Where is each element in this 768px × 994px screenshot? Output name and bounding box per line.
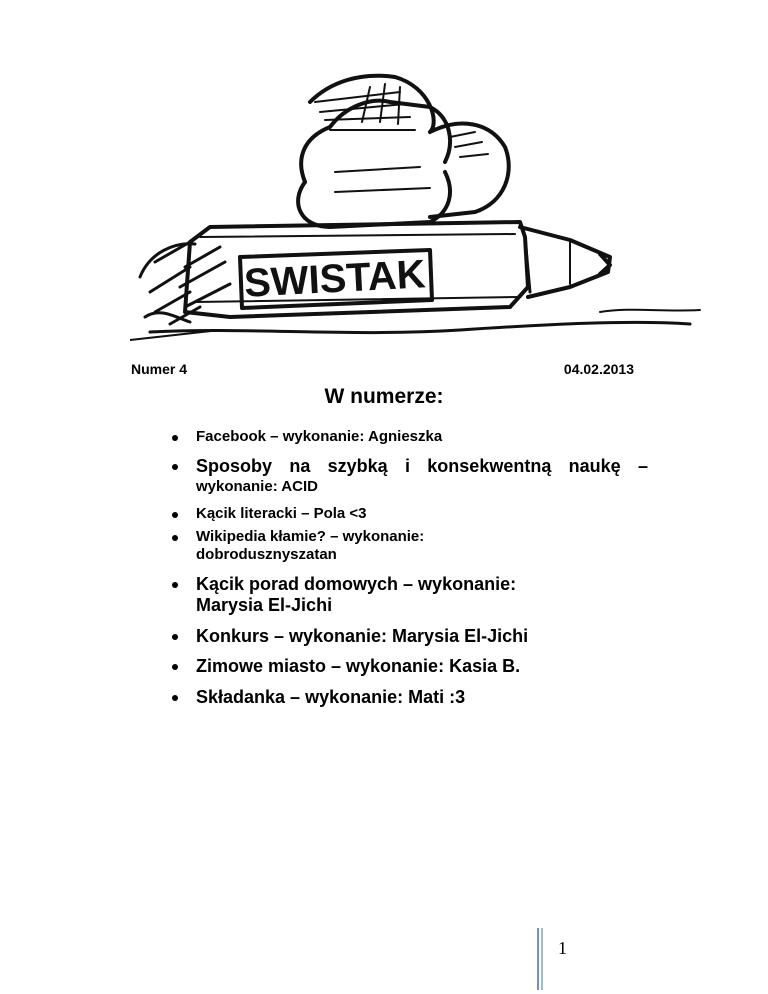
toc-item-title: Kącik literacki – Pola <3	[196, 504, 367, 522]
page-number: 1	[558, 938, 567, 958]
toc-item-title: Wikipedia kłamie? – wykonanie:	[196, 527, 425, 545]
table-of-contents	[168, 428, 648, 718]
toc-item-author: wykonanie: ACID	[196, 477, 318, 495]
toc-item	[168, 574, 648, 617]
toc-item	[168, 626, 648, 648]
toc-item	[168, 456, 648, 496]
toc-item-title: Zimowe miasto – wykonanie: Kasia B.	[196, 656, 521, 677]
swistak-logo-drawing	[130, 62, 710, 347]
issue-number: Numer 4	[131, 361, 188, 377]
toc-item-title: Facebook – wykonanie: Agnieszka	[196, 428, 443, 445]
logo-text: SWISTAK	[243, 252, 427, 306]
page-number-rule	[537, 928, 545, 990]
toc-item	[168, 505, 648, 523]
toc-item	[168, 528, 648, 564]
toc-item	[168, 428, 648, 446]
toc-item-title: Kącik porad domowych – wykonanie:	[196, 573, 517, 594]
toc-item-title: Sposoby na szybką i konsekwentną naukę –	[196, 456, 648, 476]
toc-item-author: dobrodusznyszatan	[196, 545, 337, 563]
issue-date: 04.02.2013	[563, 361, 634, 377]
toc-item-title: Składanka – wykonanie: Mati :3	[196, 686, 466, 707]
contents-heading: W numerze:	[324, 385, 444, 408]
toc-item-title: Konkurs – wykonanie: Marysia El-Jichi	[196, 625, 529, 646]
toc-item	[168, 656, 648, 678]
toc-item	[168, 687, 648, 709]
toc-item-author: Marysia El-Jichi	[196, 595, 333, 616]
